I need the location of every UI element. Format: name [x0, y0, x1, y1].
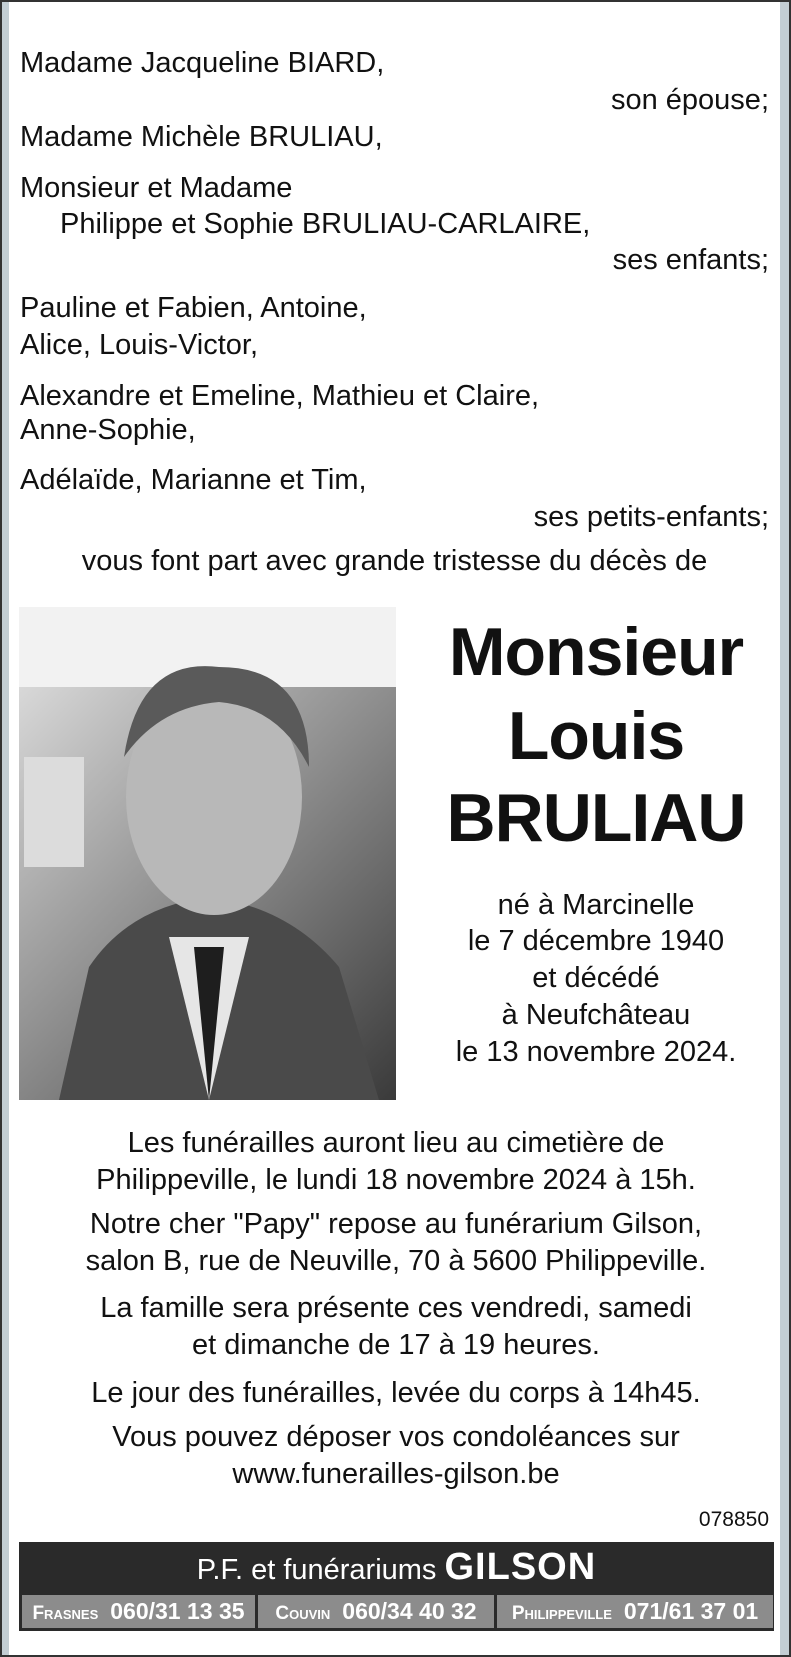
funeral-info-line: Philippeville, le lundi 18 novembre 2024 à 15h.	[96, 1164, 696, 1196]
office-phone: 071/61 37 01	[623, 1598, 759, 1624]
condolences-url: www.funerailles-gilson.be	[232, 1458, 560, 1490]
deceased-name-title: Monsieur	[448, 614, 744, 690]
family-line: Adélaïde, Marianne et Tim,	[20, 464, 367, 496]
relation-label: son épouse;	[610, 84, 769, 116]
family-line: Madame Michèle BRULIAU,	[20, 121, 383, 153]
funeral-info-line: salon B, rue de Neuville, 70 à 5600 Philippeville.	[85, 1245, 707, 1277]
bio-line: à Neufchâteau	[501, 999, 691, 1031]
office-phone: 060/31 13 35	[110, 1598, 245, 1624]
bio-line: né à Marcinelle	[497, 889, 695, 921]
family-line: Madame Jacqueline BIARD,	[20, 47, 385, 79]
funeral-home-brand: GILSON	[444, 1546, 597, 1588]
deceased-first-name: Louis	[507, 698, 685, 774]
funeral-info-line: Notre cher "Papy" repose au funérarium Gilson,	[89, 1208, 703, 1240]
office-city: Frasnes	[32, 1603, 99, 1624]
funeral-home-title	[19, 1546, 774, 1589]
deceased-last-name: BRULIAU	[446, 780, 746, 856]
office-couvin	[258, 1595, 494, 1628]
funeral-home-banner	[19, 1542, 774, 1631]
office-phone: 060/34 40 32	[342, 1598, 477, 1624]
office-city: Couvin	[275, 1603, 331, 1624]
portrait-photo	[19, 607, 396, 1100]
funeral-info-line: La famille sera présente ces vendredi, samedi	[100, 1292, 692, 1324]
family-line: Pauline et Fabien, Antoine,	[20, 292, 367, 324]
announcement-line: vous font part avec grande tristesse du décès de	[81, 545, 708, 577]
left-border-strip	[2, 2, 9, 1655]
bio-line: et décédé	[532, 962, 660, 994]
reference-number: 078850	[698, 1508, 769, 1531]
bio-line: le 7 décembre 1940	[467, 925, 725, 957]
family-line: Alexandre et Emeline, Mathieu et Claire,	[20, 380, 540, 412]
relation-label: ses petits-enfants;	[533, 501, 769, 533]
office-philippeville	[497, 1595, 773, 1628]
office-frasnes	[22, 1595, 255, 1628]
office-city: Philippeville	[511, 1603, 612, 1624]
relation-label: ses enfants;	[612, 244, 769, 276]
bio-line: le 13 novembre 2024.	[455, 1036, 737, 1068]
family-line: Philippe et Sophie BRULIAU-CARLAIRE,	[60, 208, 591, 240]
funeral-info-line: et dimanche de 17 à 19 heures.	[192, 1329, 600, 1361]
funeral-info-line: Le jour des funérailles, levée du corps à 14h45.	[91, 1377, 701, 1409]
funeral-info-line: Vous pouvez déposer vos condoléances sur	[112, 1421, 680, 1453]
family-line: Monsieur et Madame	[20, 172, 293, 204]
family-line: Alice, Louis-Victor,	[20, 329, 259, 361]
family-line: Anne-Sophie,	[20, 414, 196, 446]
funeral-home-prefix: P.F. et funérariums	[196, 1554, 445, 1586]
funeral-info-line: Les funérailles auront lieu au cimetière de	[127, 1127, 665, 1159]
